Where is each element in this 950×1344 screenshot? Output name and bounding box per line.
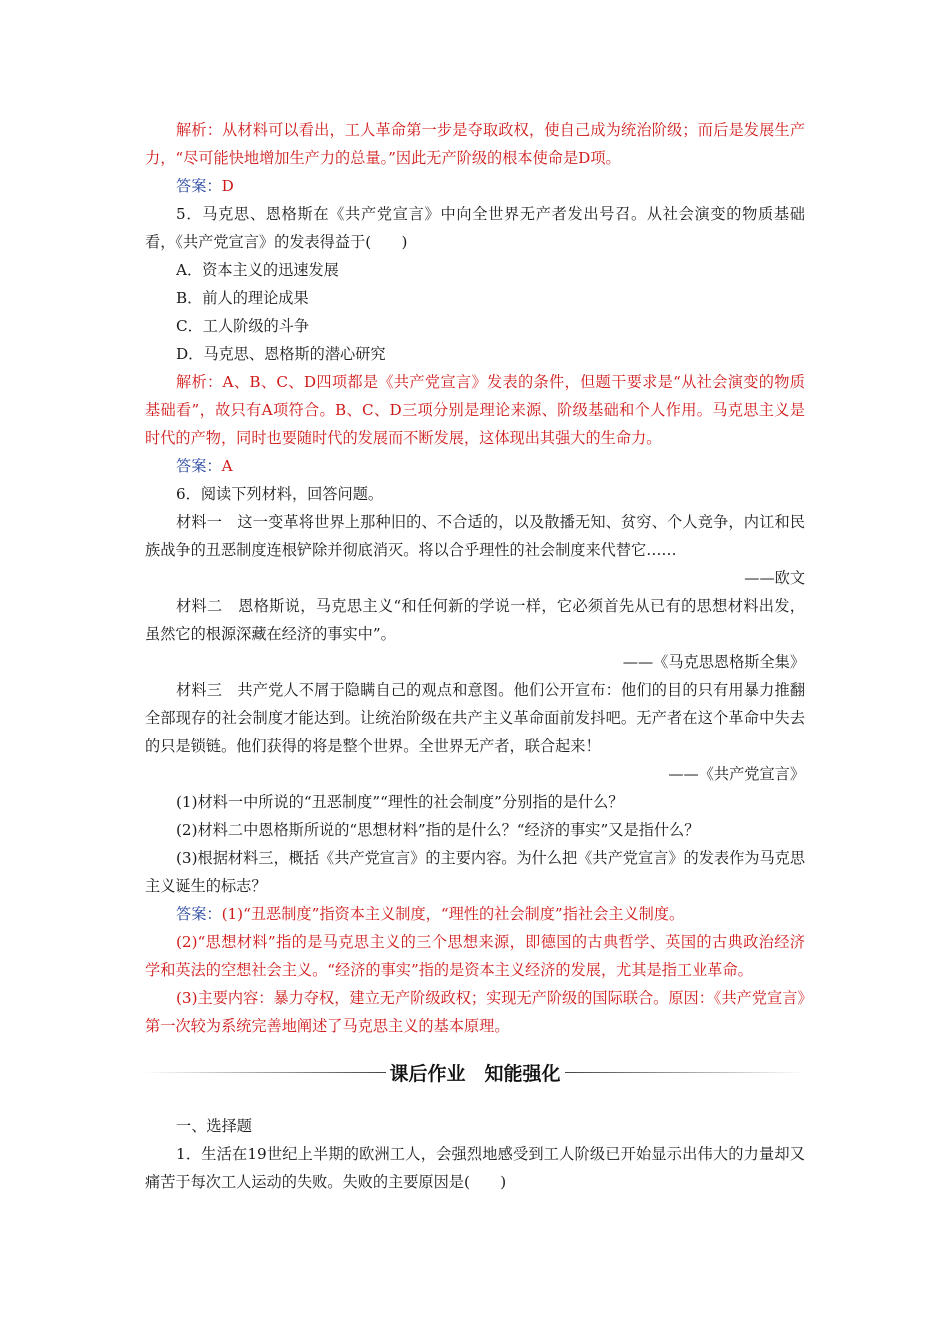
q5-option-a: A．资本主义的迅速发展 (176, 261, 339, 279)
section-title: 课后作业 知能强化 (389, 1062, 561, 1085)
divider-line-right (565, 1072, 806, 1073)
q5-option-c: C．工人阶级的斗争 (176, 317, 310, 335)
analysis-text: 从材料可以看出，工人革命第一步是夺取政权，使自己成为统治阶级；而后是发展生产力，“尽可能快地增加生产力的总量。”因此无产阶级的根本使命是D项。 (145, 121, 806, 167)
analysis-label: 解析： (176, 121, 223, 139)
material-2: 材料二 恩格斯说，马克思主义“和任何新的学说一样，它必须首先从已有的思想材料出发，虽然它的根源深藏在经济的事实中”。 (145, 597, 805, 643)
q5-analysis (145, 368, 805, 452)
answer-label: 答案： (176, 457, 222, 475)
q6-sub-question-3: (3)根据材料三，概括《共产党宣言》的主要内容。为什么把《共产党宣言》的发表作为马克思主义诞生的标志？ (145, 849, 806, 895)
answer-label: 答案： (176, 905, 222, 923)
q6-stem: 6．阅读下列材料，回答问题。 (176, 485, 384, 503)
q5-stem: 5．马克思、恩格斯在《共产党宣言》中向全世界无产者发出号召。从社会演变的物质基础看，《共产党宣言》的发表得益于( ) (145, 205, 805, 251)
q6-sub-question-2: (2)材料二中恩格斯所说的“思想材料”指的是什么？“经济的事实”又是指什么？ (176, 821, 700, 839)
material-1-source: ——欧文 (744, 569, 805, 587)
document-page (145, 116, 805, 1196)
q5-option-d: D．马克思、恩格斯的潜心研究 (176, 345, 386, 363)
divider-line-left (145, 1072, 386, 1073)
answer-value: A (221, 457, 233, 475)
q5-option-b: B．前人的理论成果 (176, 289, 309, 307)
material-2-source: ——《马克思恩格斯全集》 (622, 653, 805, 671)
answer-label: 答案： (176, 177, 222, 195)
material-1: 材料一 这一变革将世界上那种旧的、不合适的，以及散播无知、贫穷、个人竞争，内讧和民族战争的丑恶制度连根铲除并彻底消灭。将以合乎理性的社会制度来代替它…… (145, 513, 805, 559)
q4-answer (145, 172, 805, 200)
q4-analysis (145, 116, 805, 172)
q5-answer (145, 452, 805, 480)
analysis-text: A、B、C、D四项都是《共产党宣言》发表的条件，但题干要求是“从社会演变的物质基础看”，故只有A项符合。B、C、D三项分别是理论来源、阶级基础和个人作用。马克思主义是时代的产物，同时也要随时代的发展而不断发展，这体现出其强大的生命力。 (145, 373, 805, 447)
analysis-label: 解析： (176, 373, 223, 391)
q6-answer-3: (3)主要内容：暴力夺权，建立无产阶级政权；实现无产阶级的国际联合。原因：《共产党宣言》第一次较为系统完善地阐述了马克思主义的基本原理。 (145, 989, 806, 1035)
part-q1-stem: 1．生活在19世纪上半期的欧洲工人，会强烈地感受到工人阶级已开始显示出伟大的力量却又痛苦于每次工人运动的失败。失败的主要原因是( ) (145, 1145, 805, 1191)
material-3-source: ——《共产党宣言》 (668, 765, 805, 783)
q6-answer-2: (2)“思想材料”指的是马克思主义的三个思想来源，即德国的古典哲学、英国的古典政治经济学和英法的空想社会主义。“经济的事实”指的是资本主义经济的发展，尤其是指工业革命。 (145, 933, 805, 979)
answer-value: D (221, 177, 234, 195)
part-heading: 一、选择题 (176, 1117, 252, 1135)
material-3: 材料三 共产党人不屑于隐瞒自己的观点和意图。他们公开宣布：他们的目的只有用暴力推翻全部现存的社会制度才能达到。让统治阶级在共产主义革命面前发抖吧。无产者在这个革命中失去的只是锁链。他们获得的将是整个世界。全世界无产者，联合起来！ (145, 681, 805, 755)
answer-text: (1)“丑恶制度”指资本主义制度，“理性的社会制度”指社会主义制度。 (221, 905, 685, 923)
q6-sub-question-1: (1)材料一中所说的“丑恶制度”“理性的社会制度”分别指的是什么？ (176, 793, 624, 811)
section-divider (145, 1054, 805, 1090)
q6-answer-1 (145, 900, 805, 928)
